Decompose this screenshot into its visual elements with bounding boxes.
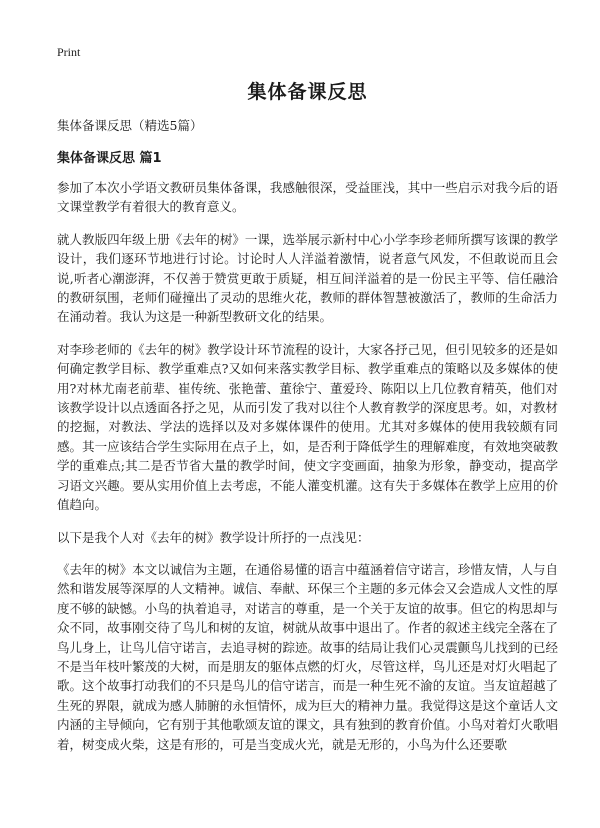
paragraph-opinion-intro: 以下是我个人对《去年的树》教学设计所抒的一点浅见： [57, 529, 370, 545]
paragraph-lesson-analysis: 《去年的树》本文以诚信为主题，在通俗易懂的语言中蕴涵着信守诺言，珍惜友情，人与自然和谐发展等深厚的人文精神。诚信、奉献、环保三个主题的多元体会又会造成人文性的厚度不够的缺憾。小鸟的执着追寻，对诺言的尊重，是一个关于友谊的故事。但它的构思却与众不同，故事刚交待了鸟儿和树的友谊，树就从故事中退出了。作者的叙述主线完全落在了鸟儿身上，让鸟儿信守诺言，去追寻树的踪迹。故事的结局让我们心灵震颤鸟儿找到的已经不是当年枝叶繁茂的大树，而是朋友的躯体点燃的灯火，尽管这样，鸟儿还是对灯火唱起了歌。这个故事打动我们的不只是鸟儿的信守诺言，而是一种生死不渝的友谊。当友谊超越了生死的界限，就成为感人肺腑的永恒情怀，成为巨大的精神力量。我觉得这是这个童话人文内涵的主导倾向，它有别于其他歌颂友谊的课文，具有独到的教育价值。小鸟对着灯火歌唱着，树变成火柴，这是有形的，可是当变成火光，就是无形的，小鸟为什么还要歌 [57, 561, 558, 752]
document-subtitle: 集体备课反思（精选5篇） [57, 118, 203, 133]
section-heading: 集体备课反思 篇1 [57, 151, 162, 166]
document-title: 集体备课反思 [247, 81, 368, 103]
print-link[interactable]: Print [57, 45, 81, 59]
paragraph-intro: 参加了本次小学语文教研员集体备课，我感触很深，受益匪浅，其中一些启示对我今后的语文课堂教学有着很大的教育意义。 [57, 180, 558, 215]
paragraph-discussion: 就人教版四年级上册《去年的树》一课，选举展示新村中心小学李珍老师所撰写该课的教学设计，我们逐环节地进行讨论。讨论时人人洋溢着激情，说者意气风发，不但敢说而且会说,听者心潮澎湃，不仅善于赞赏更敢于质疑，相互间洋溢着的是一份民主平等、信任融洽的教研氛围，老师们碰撞出了灵动的思维火花，教师的群体智慧被激活了，教师的生命活力在涌动着。我认为这是一种新型教研文化的结果。 [57, 231, 558, 325]
paragraph-design-analysis: 对李珍老师的《去年的树》教学设计环节流程的设计，大家各抒己见，但引见较多的还是如何确定教学目标、教学重难点?又如何来落实教学目标、教学重难点的策略以及多媒体的使用?对林尤南老前辈、崔传统、张艳蕾、董徐宁、董爱玲、陈阳以上几位教育精英，他们对该教学设计以点透面各抒之见，从而引发了我对以往个人教育教学的深度思考。如，对教材的挖掘，对教法、学法的选择以及对多媒体课件的使用。尤其对多媒体的使用我较颇有同感。其一应该结合学生实际用在点子上，如，是否利于降低学生的理解难度，有效地突破教学的重难点;其二是否节省大量的教学时间，使文字变画面，抽象为形象，静变动，提高学习语文兴趣。要从实用价值上去考虑，不能人灌变机灌。这有失于多媒体在教学上应用的价值趋向。 [57, 341, 558, 513]
